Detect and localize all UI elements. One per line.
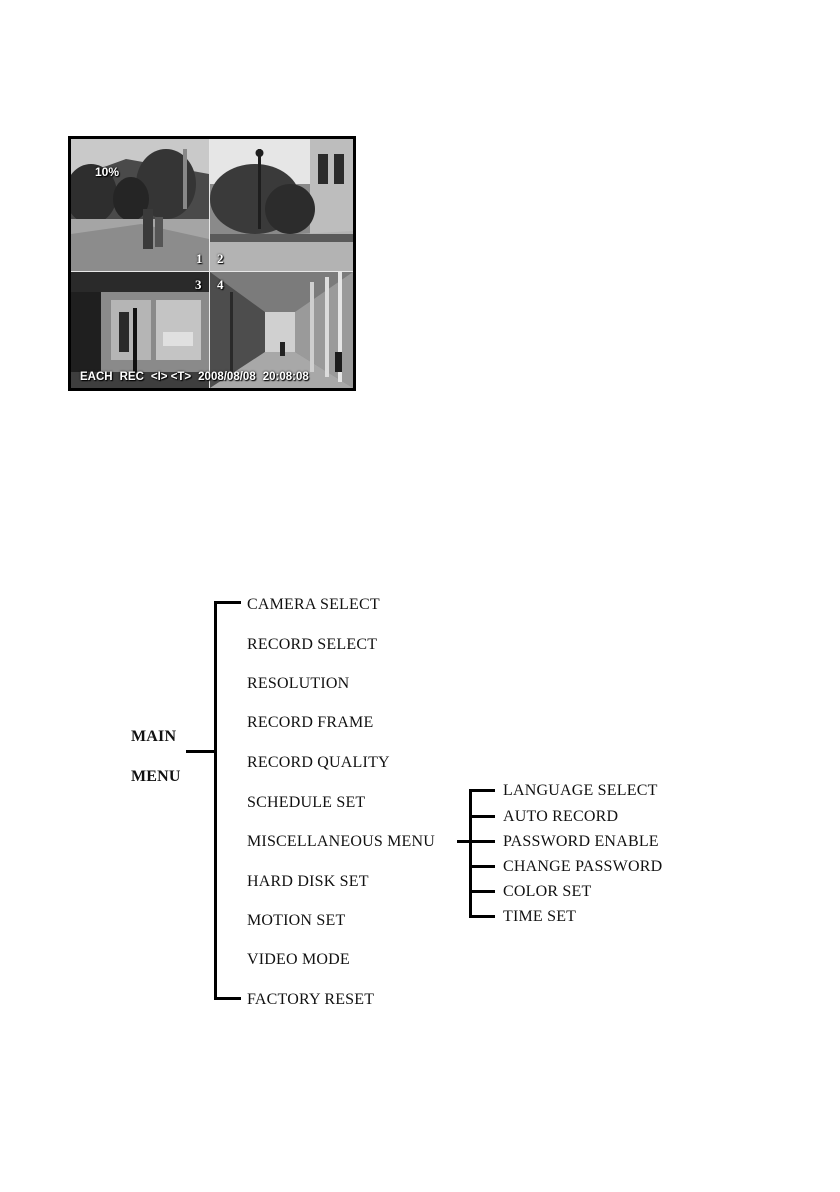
submenu-item-password-enable: PASSWORD ENABLE bbox=[503, 833, 659, 850]
status-rec: REC bbox=[119, 371, 144, 383]
record-percent: 10% bbox=[95, 165, 120, 179]
submenu-tick-6 bbox=[469, 915, 495, 918]
main-bracket-top bbox=[214, 601, 241, 604]
main-bracket-vertical bbox=[214, 601, 217, 1000]
status-date: 2008/08/08 bbox=[198, 371, 256, 383]
camera-2-view bbox=[210, 139, 353, 271]
channel-4-label: 4 bbox=[217, 277, 224, 292]
menu-item-video-mode: VIDEO MODE bbox=[247, 951, 350, 968]
menu-item-miscellaneous-menu: MISCELLANEOUS MENU bbox=[247, 833, 436, 850]
menu-item-schedule-set: SCHEDULE SET bbox=[247, 794, 366, 811]
status-indicators: <I> <T> bbox=[150, 371, 192, 383]
submenu-item-auto-record: AUTO RECORD bbox=[503, 808, 619, 825]
submenu-item-time-set: TIME SET bbox=[503, 908, 577, 925]
root-connector bbox=[186, 750, 216, 753]
submenu-tick-1 bbox=[469, 789, 495, 792]
submenu-tick-2 bbox=[469, 815, 495, 818]
menu-item-resolution: RESOLUTION bbox=[247, 675, 350, 692]
main-menu-title-line2: MENU bbox=[131, 768, 181, 785]
channel-3-label: 3 bbox=[195, 277, 202, 292]
status-mode: EACH bbox=[80, 371, 113, 383]
dvr-quad-screen bbox=[68, 136, 356, 391]
main-bracket-bottom bbox=[214, 997, 241, 1000]
menu-item-motion-set: MOTION SET bbox=[247, 912, 346, 929]
channel-1-label: 1 bbox=[196, 251, 203, 266]
quad-divider-horizontal bbox=[71, 271, 353, 272]
menu-item-hard-disk-set: HARD DISK SET bbox=[247, 873, 369, 890]
submenu-tick-5 bbox=[469, 890, 495, 893]
quad-divider-vertical bbox=[209, 139, 210, 388]
submenu-item-language-select: LANGUAGE SELECT bbox=[503, 782, 658, 799]
channel-2-label: 2 bbox=[217, 251, 224, 266]
submenu-bracket-vertical bbox=[469, 789, 472, 918]
camera-1-view bbox=[71, 139, 209, 271]
status-bar bbox=[80, 371, 316, 383]
submenu-tick-4 bbox=[469, 865, 495, 868]
menu-item-record-select: RECORD SELECT bbox=[247, 636, 378, 653]
menu-item-record-frame: RECORD FRAME bbox=[247, 714, 374, 731]
submenu-item-color-set: COLOR SET bbox=[503, 883, 592, 900]
menu-item-factory-reset: FACTORY RESET bbox=[247, 991, 375, 1008]
menu-item-camera-select: CAMERA SELECT bbox=[247, 596, 380, 613]
submenu-item-change-password: CHANGE PASSWORD bbox=[503, 858, 663, 875]
submenu-tick-3 bbox=[469, 840, 495, 843]
main-menu-title-line1: MAIN bbox=[131, 728, 177, 745]
menu-item-record-quality: RECORD QUALITY bbox=[247, 754, 390, 771]
status-time: 20:08:08 bbox=[262, 371, 309, 383]
